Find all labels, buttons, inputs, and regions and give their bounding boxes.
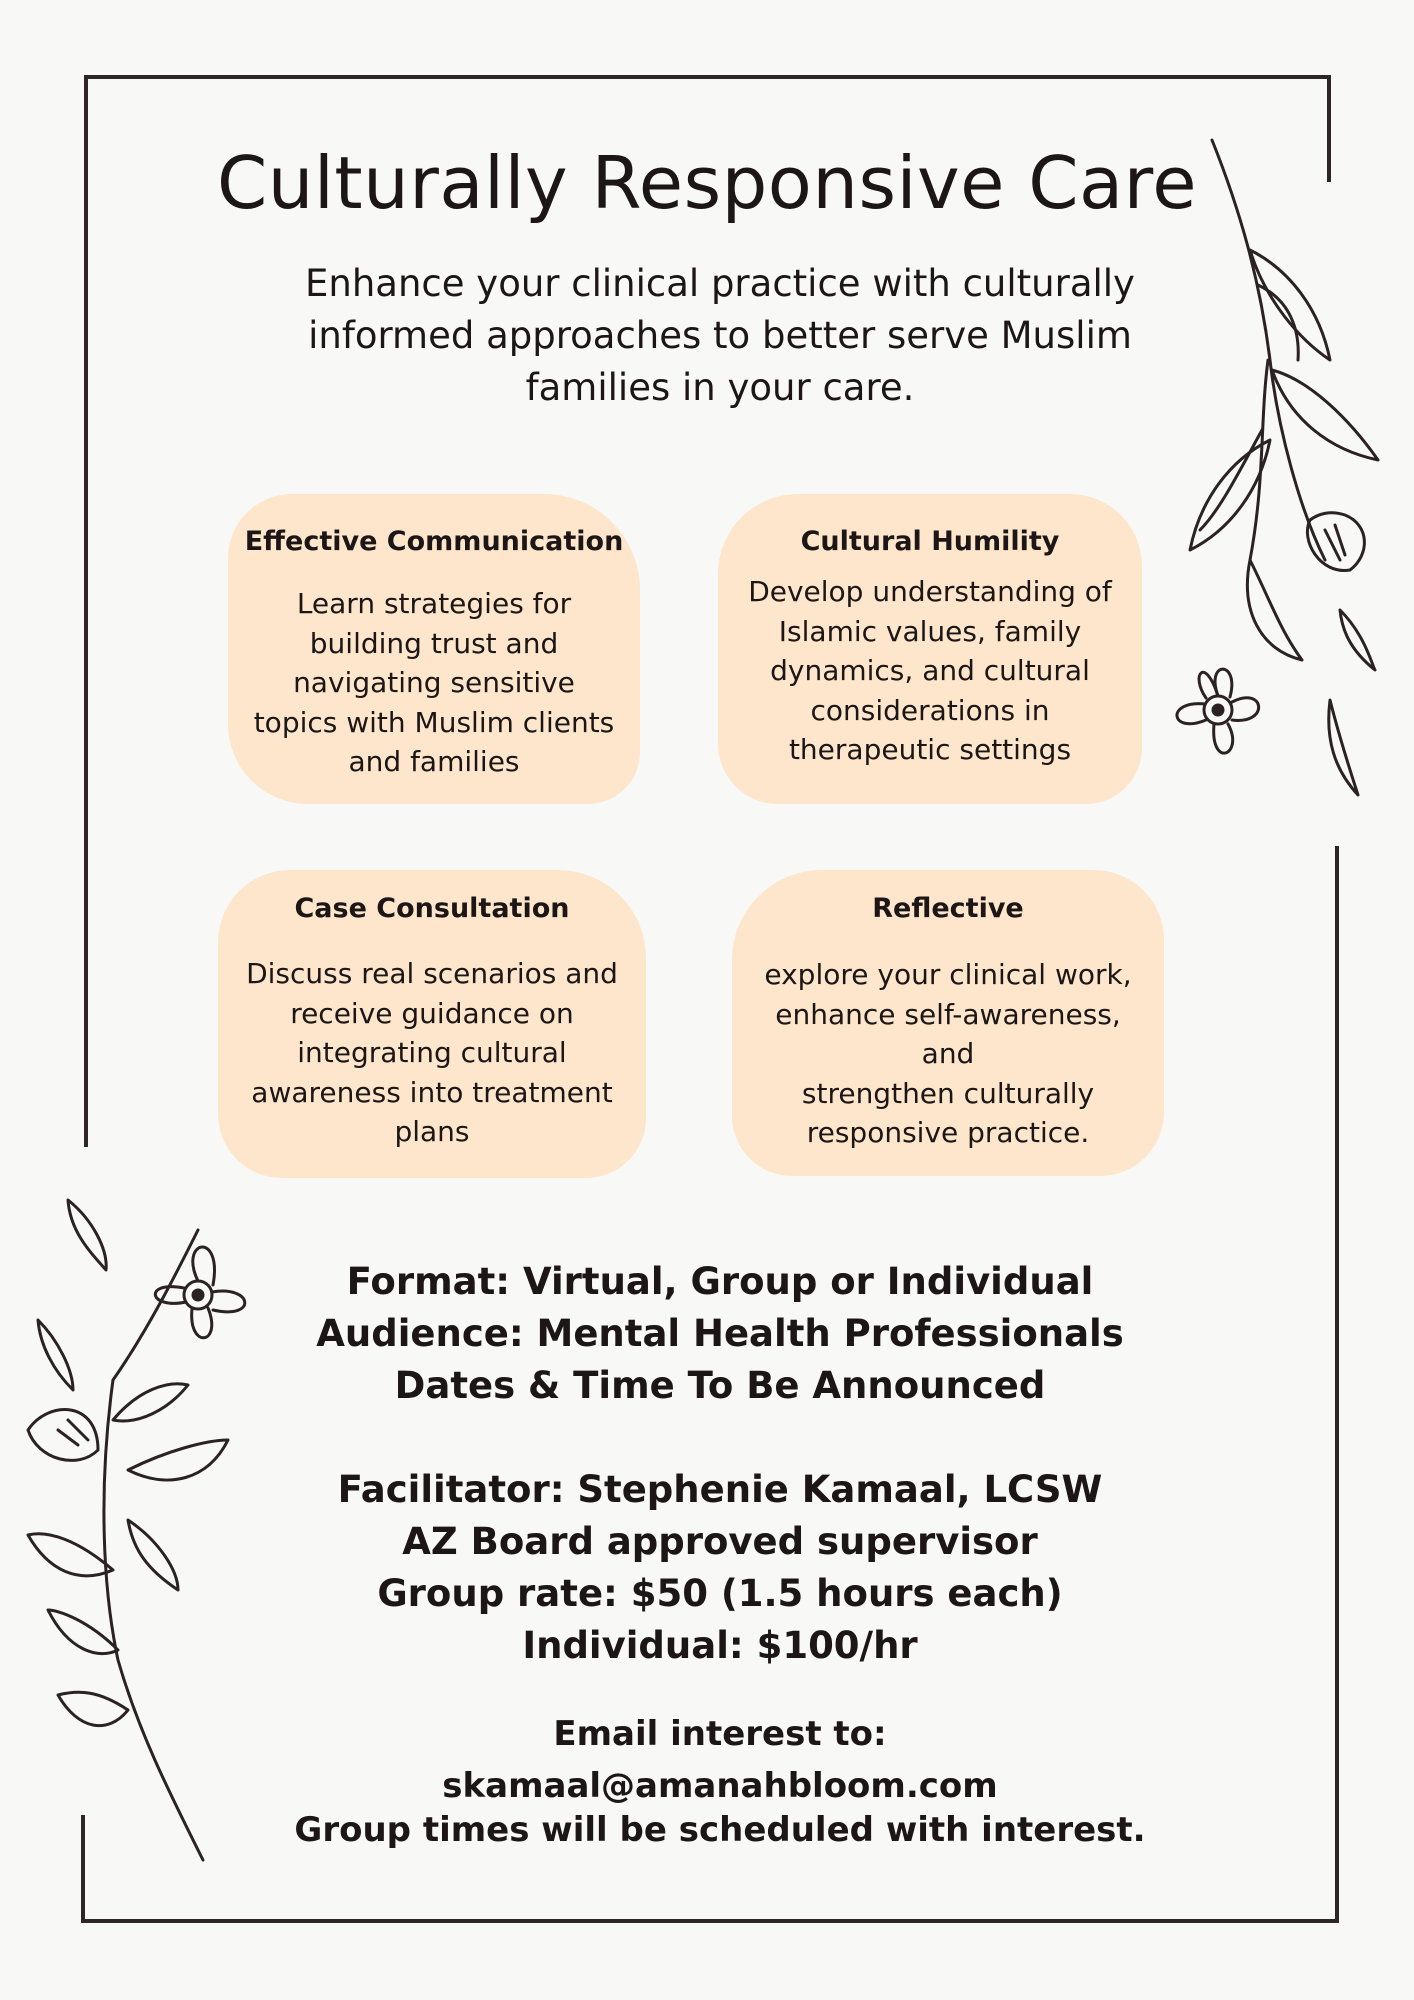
card-case-consultation bbox=[218, 870, 646, 1178]
card-body bbox=[232, 954, 632, 1152]
group-rate-line: Group rate: $50 (1.5 hours each) bbox=[377, 1572, 1063, 1615]
floral-illustration-bottom-left bbox=[18, 1190, 268, 1870]
card-body-line: enhance self-awareness, and bbox=[775, 997, 1121, 1070]
card-effective-communication bbox=[228, 494, 640, 804]
card-body-line: integrating cultural bbox=[297, 1036, 567, 1069]
card-heading: Effective Communication bbox=[244, 526, 624, 557]
card-body-line: explore your clinical work, bbox=[764, 958, 1132, 991]
details-block bbox=[270, 1256, 1170, 1672]
card-cultural-humility bbox=[718, 494, 1142, 804]
card-heading: Case Consultation bbox=[294, 893, 570, 924]
card-body-line: responsive practice. bbox=[806, 1116, 1090, 1149]
frame-left-line bbox=[84, 75, 88, 1147]
page-subtitle: Enhance your clinical practice with culturally informed approaches to better serve Muslim families in your care. bbox=[305, 262, 1135, 409]
card-body-line: awareness into treatment bbox=[251, 1075, 613, 1109]
format-line: Format: Virtual, Group or Individual bbox=[346, 1260, 1094, 1303]
floral-illustration-top-right bbox=[1150, 130, 1414, 810]
page-title: Culturally Responsive Care bbox=[216, 141, 1197, 225]
card-body-line: Islamic values, family bbox=[778, 614, 1082, 648]
card-reflective bbox=[732, 870, 1164, 1176]
dates-line: Dates & Time To Be Announced bbox=[394, 1364, 1046, 1407]
frame-top-line bbox=[84, 75, 1331, 79]
card-body-line: and families bbox=[348, 745, 520, 778]
card-body-line: plans bbox=[394, 1115, 470, 1148]
card-body bbox=[746, 955, 1150, 1153]
card-body-line: dynamics, and cultural bbox=[770, 654, 1090, 687]
card-body-line: Learn strategies for bbox=[296, 587, 572, 620]
frame-right-line bbox=[1335, 846, 1339, 1923]
card-body bbox=[242, 584, 626, 782]
frame-bottom-line bbox=[81, 1919, 1339, 1923]
audience-line: Audience: Mental Health Professionals bbox=[316, 1312, 1124, 1355]
card-body-line: therapeutic settings bbox=[788, 733, 1072, 766]
scheduling-note: Group times will be scheduled with interest. bbox=[294, 1810, 1146, 1850]
card-body-line: receive guidance on bbox=[290, 996, 574, 1030]
card-body-line: considerations in bbox=[810, 693, 1050, 727]
card-body-line: navigating sensitive bbox=[293, 666, 575, 699]
card-body-line: topics with Muslim clients bbox=[253, 705, 615, 739]
card-body-line: building trust and bbox=[309, 626, 559, 660]
card-heading: Reflective bbox=[872, 893, 1024, 924]
card-body-line: Develop understanding of bbox=[748, 575, 1112, 608]
card-body-line: strengthen culturally bbox=[801, 1076, 1095, 1110]
email-line: Email interest to: skamaal@amanahbloom.com bbox=[442, 1714, 998, 1806]
facilitator-line: Facilitator: Stephenie Kamaal, LCSW bbox=[337, 1468, 1103, 1511]
supervisor-line: AZ Board approved supervisor bbox=[402, 1520, 1038, 1563]
card-body bbox=[732, 572, 1128, 770]
card-heading: Cultural Humility bbox=[800, 526, 1060, 557]
individual-rate-line: Individual: $100/hr bbox=[522, 1624, 918, 1667]
card-body-line: Discuss real scenarios and bbox=[246, 957, 618, 990]
